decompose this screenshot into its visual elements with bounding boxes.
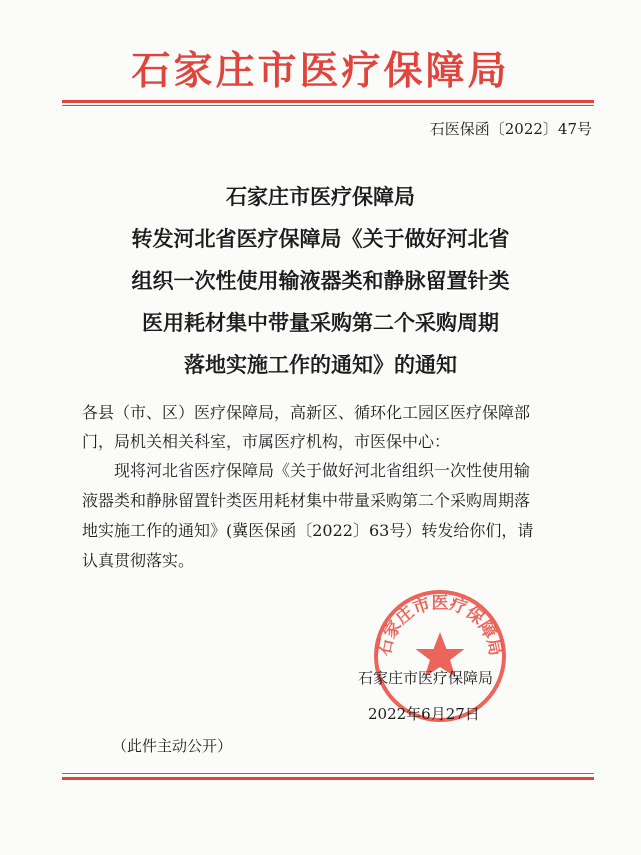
body-line-4: 认真贯彻落实。 (82, 551, 195, 570)
body-line-2: 液器类和静脉留置针类医用耗材集中带量采购第二个采购周期落 (82, 491, 531, 510)
letterhead-title: 石家庄市医疗保障局 (131, 48, 510, 94)
title-line-2: 转发河北省医疗保障局《关于做好河北省 (131, 226, 510, 251)
body-line-3: 地实施工作的通知》(冀医保函〔2022〕63号）转发给你们，请 (82, 521, 534, 540)
title-line-1: 石家庄市医疗保障局 (226, 184, 415, 209)
title-line-5: 落地实施工作的通知》的通知 (184, 352, 457, 377)
body-line-1: 现将河北省医疗保障局《关于做好河北省组织一次性使用输 (114, 461, 531, 480)
disclosure-note: （此件主动公开） (112, 737, 233, 755)
signature-date: 2022年6月27日 (368, 705, 480, 723)
recipients-line-1: 各县（市、区）医疗保障局，高新区、循环化工园区医疗保障部 (82, 403, 531, 422)
seal-text: 石家庄市医疗保障局 (374, 593, 506, 658)
letterhead-rule-thick (62, 100, 594, 103)
signature-organization: 石家庄市医疗保障局 (358, 669, 494, 687)
title-line-3: 组织一次性使用输液器类和静脉留置针类 (131, 268, 510, 293)
title-line-4: 医用耗材集中带量采购第二个采购周期 (142, 310, 499, 335)
footer-rule-thick (62, 777, 594, 780)
footer-rule-thin (62, 773, 594, 774)
letterhead-rule-thin (62, 105, 594, 106)
document-number: 石医保函〔2022〕47号 (429, 120, 592, 138)
recipients-line-2: 门，局机关相关科室，市属医疗机构，市医保中心： (82, 432, 451, 451)
document-title (40, 176, 601, 386)
